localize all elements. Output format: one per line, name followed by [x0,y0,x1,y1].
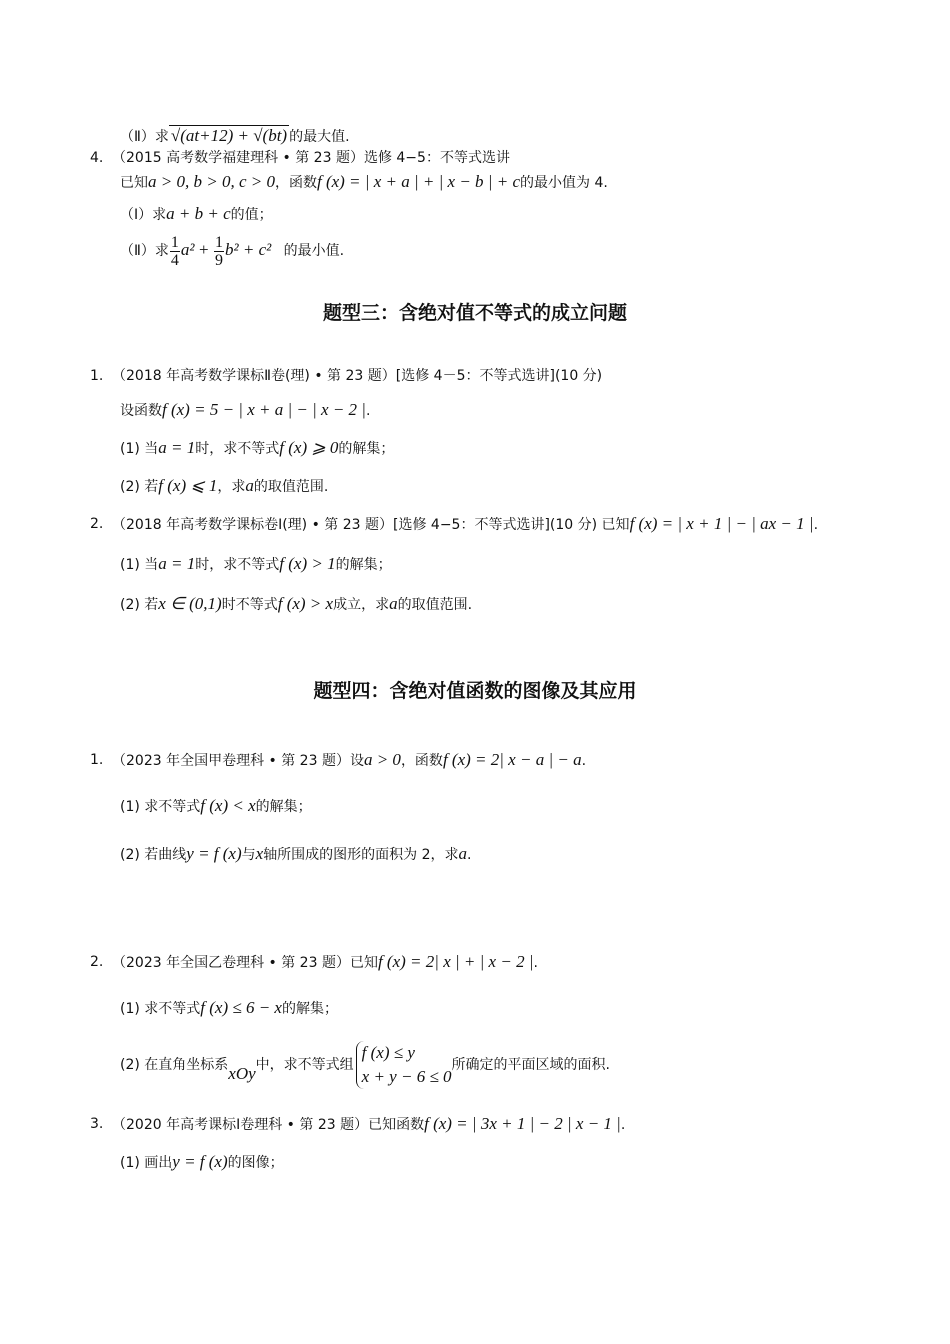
section-heading: 题型四：含绝对值函数的图像及其应用 [313,680,637,702]
question-number: 2. [90,516,104,532]
s4q2-part2: (2) 在直角坐标系xOy中，求不等式组 f (x) ≤ y x + y − 6 ≤ 0 所确定的平面区域的面积. [120,1040,610,1089]
s3q1-part2: (2) 若f (x) ⩽ 1，求a的取值范围. [120,476,329,495]
s3q2-part2: (2) 若x ∈ (0,1)时不等式f (x) > x成立，求a的取值范围. [120,594,473,613]
q4-part2: （Ⅱ）求 $\frac{1}{4}$ a² + $\frac{1}{9}$ b² + c² 的最小值. [120,233,345,269]
s4q1-part2: (2) 若曲线y = f (x)与x轴所围成的图形的面积为 2，求a. [120,844,472,863]
question-number: 1. [90,752,104,768]
s4q2-part1: (1) 求不等式f (x) ≤ 6 − x的解集； [120,998,338,1017]
s3q2-source: （2018 年高考数学课标卷Ⅰ(理) • 第 23 题）[选修 4−5：不等式选讲](10 分) 已知f (x) = | x + 1 | − | ax − 1 |. [112,514,819,533]
s4q1-part1: (1) 求不等式f (x) < x的解集； [120,796,312,815]
s4q3-part1: (1) 画出y = f (x)的图像； [120,1152,284,1171]
question-number: 2. [90,954,104,970]
section-heading: 题型三：含绝对值不等式的成立问题 [322,302,627,324]
q3-part2: （Ⅱ）求 √(at+12) + √(bt) 的最大值. [120,126,350,145]
question-number: 1. [90,368,104,384]
q4-condition: 已知a > 0, b > 0, c > 0，函数f (x) = | x + a | + | x − b | + c的最小值为 4. [120,172,608,191]
fraction: $\frac{1}{4}$ [170,233,179,269]
s3q1-part1: (1) 当a = 1时，求不等式f (x) ⩾ 0的解集； [120,438,395,457]
q4-part1: （Ⅰ）求a + b + c的值； [120,204,273,223]
question-source: （2015 高考数学福建理科 • 第 23 题）选修 4−5：不等式选讲 [112,150,510,166]
question-number: 4. [90,150,104,166]
s3q2-part1: (1) 当a = 1时，求不等式f (x) > 1的解集； [120,554,392,573]
question-source: （2018 年高考数学课标Ⅱ卷(理) • 第 23 题）[选修 4－5：不等式选讲](10 分) [112,368,603,384]
inequality-system: f (x) ≤ y x + y − 6 ≤ 0 [356,1041,452,1089]
s4q2-source: （2023 年全国乙卷理科 • 第 23 题）已知f (x) = 2| x | + | x − 2 |. [112,952,538,971]
s3q1-definition: 设函数f (x) = 5 − | x + a | − | x − 2 |. [120,400,371,419]
fraction: $\frac{1}{9}$ [215,233,223,269]
sqrt-expression: √(at+12) + √(bt) [170,126,288,145]
s4q1-source: （2023 年全国甲卷理科 • 第 23 题）设a > 0，函数f (x) = 2| x − a | − a. [112,750,587,769]
question-number: 3. [90,1116,104,1132]
s4q3-source: （2020 年高考课标Ⅰ卷理科 • 第 23 题）已知函数f (x) = | 3x + 1 | − 2 | x − 1 |. [112,1114,626,1133]
